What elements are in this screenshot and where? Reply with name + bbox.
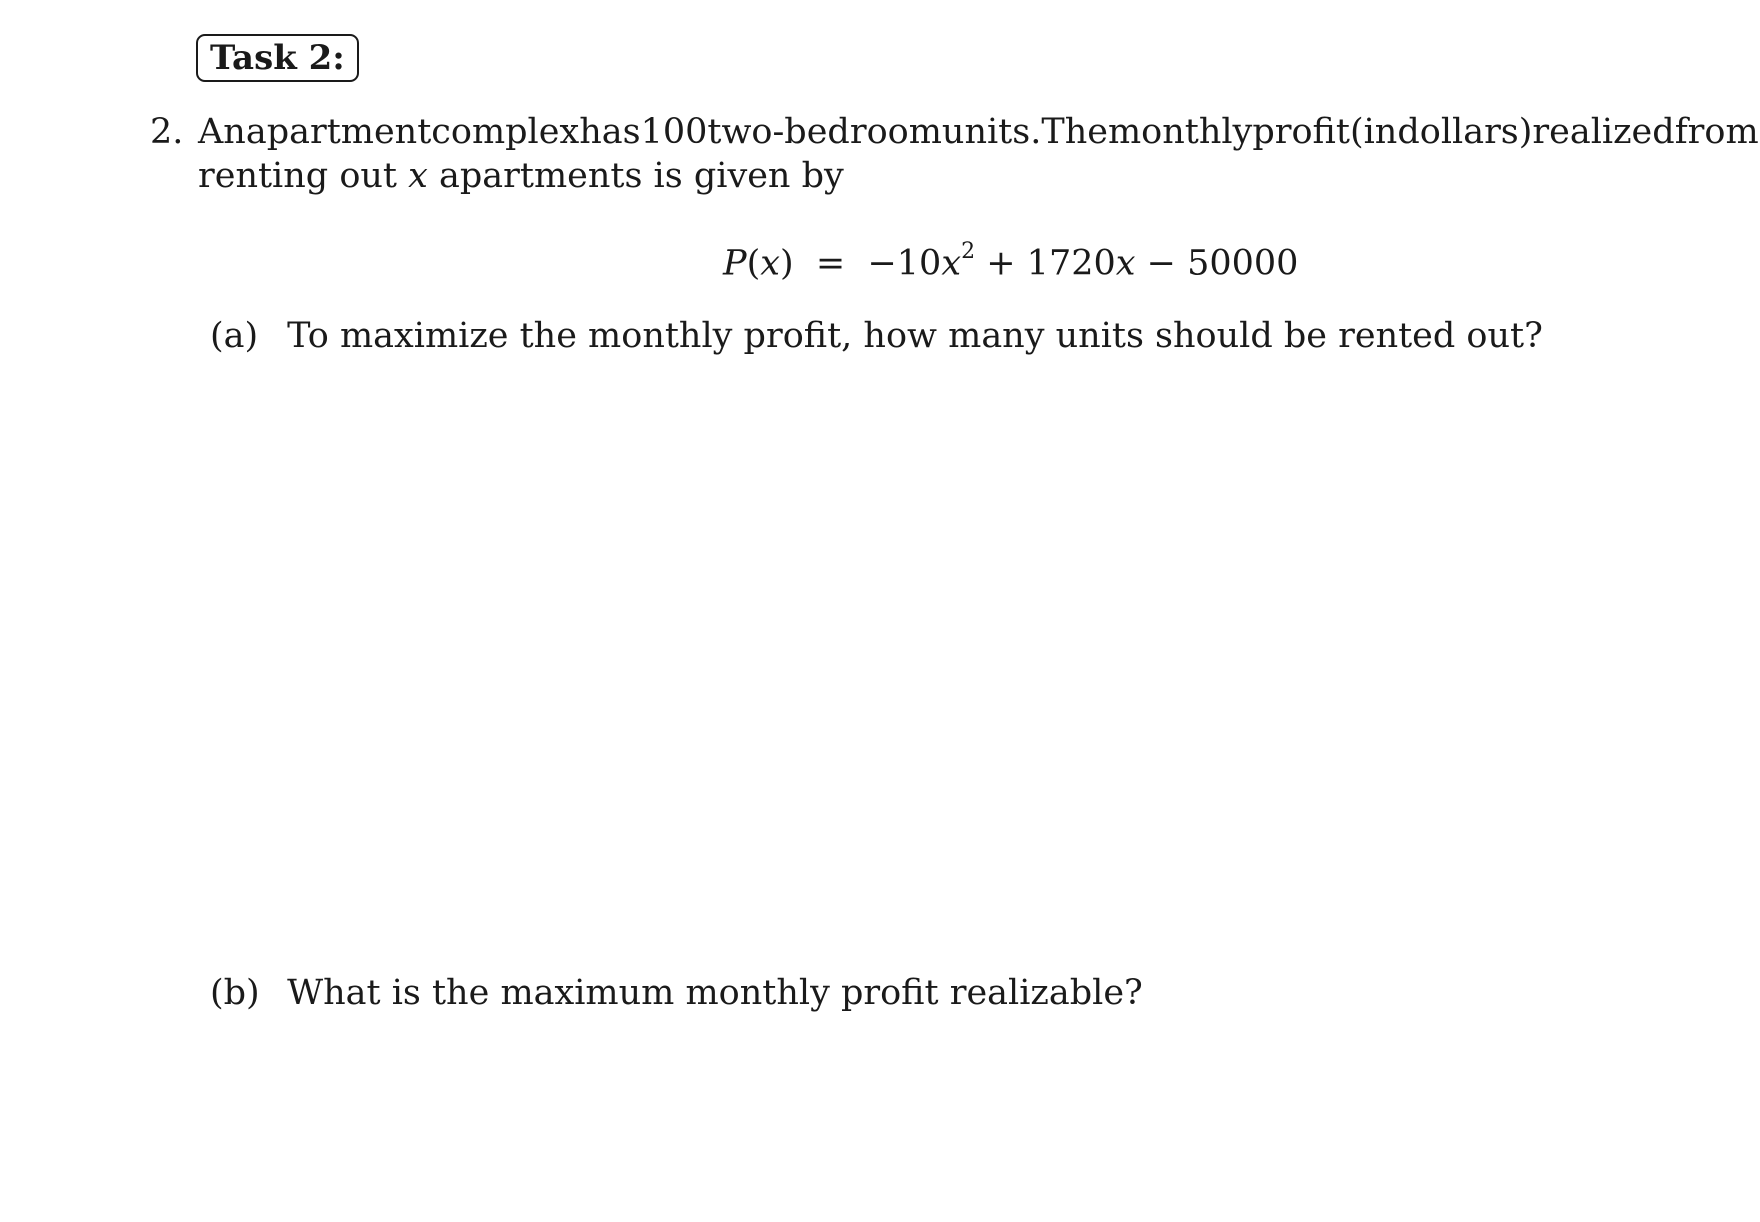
task-label: Task 2: — [210, 38, 345, 78]
problem-word: has — [579, 112, 641, 152]
problem-word: An — [198, 112, 246, 152]
problem-statement — [198, 110, 1759, 198]
problem-line-2: renting out x apartments is given by — [198, 156, 844, 196]
task-label-box — [196, 34, 359, 82]
variable-x: x — [408, 156, 428, 196]
problem-word: (in — [1349, 112, 1398, 152]
part-a-text: To maximize the monthly profit, how many units should be rented out? — [287, 316, 1543, 356]
problem-word: The — [1041, 112, 1108, 152]
question-part-a — [210, 314, 1543, 358]
problem-word: dollars) — [1397, 112, 1533, 152]
problem-word: 100 — [640, 112, 708, 152]
problem-line-1 — [198, 110, 1759, 154]
problem-number: 2. — [150, 112, 184, 152]
problem-word: apartment — [245, 112, 432, 152]
problem-word: units. — [941, 112, 1042, 152]
part-b-label: (b) — [210, 973, 260, 1013]
profit-equation: $P(x) = -10x^2 + 1720x - 50000$ — [723, 239, 1299, 284]
problem-word: profit — [1252, 112, 1350, 152]
problem-word: complex — [431, 112, 580, 152]
problem-word: from — [1674, 112, 1759, 152]
question-part-b — [210, 971, 1143, 1015]
problem-word: monthly — [1107, 112, 1253, 152]
problem-word: realized — [1532, 112, 1675, 152]
part-b-text: What is the maximum monthly profit realizable? — [287, 973, 1143, 1013]
problem-word: two-bedroom — [707, 112, 942, 152]
part-a-label: (a) — [210, 316, 259, 356]
